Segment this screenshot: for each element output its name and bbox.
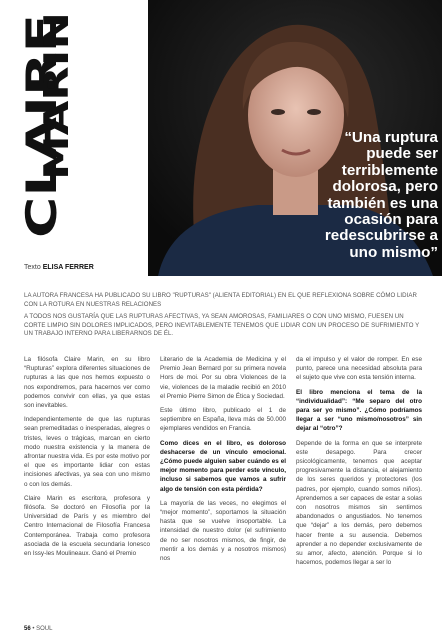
byline	[24, 264, 94, 271]
column-3	[296, 355, 422, 621]
paragraph: La filósofa Claire Marin, en su libro “Rupturas” explora diferentes situaciones de rupturas a las que nos hemos expuesto o nos expondremos, para hacernos ver como podemos convivir con ellas, ya que estas son inevitables.	[24, 356, 150, 410]
paragraph: Independientemente de que las rupturas sean premeditadas o inesperadas, alegres o tristes, leves o trágicas, marcan en cierto modo nuestra existencia y la manera de afrontar nuestra vida. Es por este motivo por el que es importante lidiar con estas incisiones afectivas, ya sea con uno mismo o con los demás.	[24, 416, 150, 488]
question-paragraph: El libro menciona el tema de la “individualidad”: “Me separo del otro para ser yo mismo”. ¿Cómo podríamos llegar a ser “uno mismo/nosotros” sin dejar al “otro”?	[296, 388, 422, 433]
page-folio	[24, 626, 52, 632]
byline-author: ELISA FERRER	[42, 264, 94, 271]
title-first-name: CLAIRE	[17, 71, 66, 238]
page-number: 56	[24, 626, 31, 632]
title-last-name: MARIN	[37, 52, 70, 180]
folio-separator: •	[32, 626, 37, 632]
magazine-name: SOUL	[36, 626, 53, 632]
paragraph: La mayoría de las veces, no elegimos el “mejor momento”, soportamos la situación hasta que se vuelve insoportable. La intensidad de nuestro dolor (el sufrimiento de no ser nosotros mismos, de fingir, de mentir a los demás y a nosotros mismos) nos	[160, 499, 286, 563]
question-paragraph: Como dices en el libro, es doloroso deshacerse de un vínculo emocional. ¿Cómo puede alguien saber cuándo es el mejor momento para perder este vínculo, incluso si sabemos que vamos a sufrir algo de tensión con esta pérdida?	[160, 439, 286, 493]
lead-intro	[24, 292, 424, 339]
article-columns	[24, 355, 422, 621]
paragraph: Este último libro, publicado el 1 de septiembre en España, lleva más de 50.000 ejemplares vendidos en Francia.	[160, 407, 286, 433]
lead-paragraph: A TODOS NOS GUSTARÍA QUE LAS RUPTURAS AFECTIVAS, YA SEAN AMOROSAS, FAMILIARES O CON UNO MISMO, FUESEN UN CORTE LIMPIO SIN DOLORES IMPLICADOS, PERO INEVITABLEMENTE TENEMOS QUE LIDIAR CON UN PROCESO DE SUFRIMIENTO Y UN TRABAJO INTERNO PARA LIBERARNOS DE ÉL.	[24, 313, 420, 338]
paragraph: Claire Marin es escritora, profesora y filósofa. Se doctoró en Filosofía por la Universidad de París y es miembro del Centro Internacional de Filosofía Francesa Contemporánea. Trabaja como profesora asociada de la escuela secundaria Ionesco en Issy-les Moulineaux. Ganó el Premio	[24, 494, 150, 558]
byline-label: Texto	[24, 264, 41, 271]
paragraph: Depende de la forma en que se interprete este desapego. Para crecer psicológicamente, tenemos que aceptar progresivamente la distancia, el alejamiento de los seres queridos y protectores (los padres, por ejemplo, cuando somos niños). Aprendemos a ser capaces de estar a solas con nosotros mismos sin sentirnos abandonados o angustiados. No tenemos que “dejar” a los demás, pero debemos hacer frente a su ausencia. Debemos aprender a no depender exclusivamente de su amor, afecto, atención. Porque si lo hacemos, podemos llegar a ser lo	[296, 439, 422, 567]
column-2	[160, 355, 286, 621]
paragraph: Literario de la Academia de Medicina y el Premio Jean Bernard por su primera novela Hors de moi. Por su obra Violences de la vie, violences de la maladie recibió en 2010 el Premio Pierre Simon de Ética y Sociedad.	[160, 356, 286, 400]
lead-paragraph: LA AUTORA FRANCESA HA PUBLICADO SU LIBRO "RUPTURAS" (ALIENTA EDITORIAL) EN EL QUE REFLEXIONA SOBRE CÓMO LIDIAR CON LA ROTURA EN NUESTRAS RELACIONES	[24, 292, 417, 308]
pull-quote: “Una ruptura puede ser terriblemente dolorosa, pero también es una ocasión para redescubrirse a uno mismo”	[324, 129, 438, 261]
column-1	[24, 355, 150, 621]
title-vertical	[6, 8, 70, 244]
paragraph: da el impulso y el valor de romper. En ese punto, parece una necesidad absoluta para el sujeto que vive con esta tensión interna.	[296, 356, 422, 382]
